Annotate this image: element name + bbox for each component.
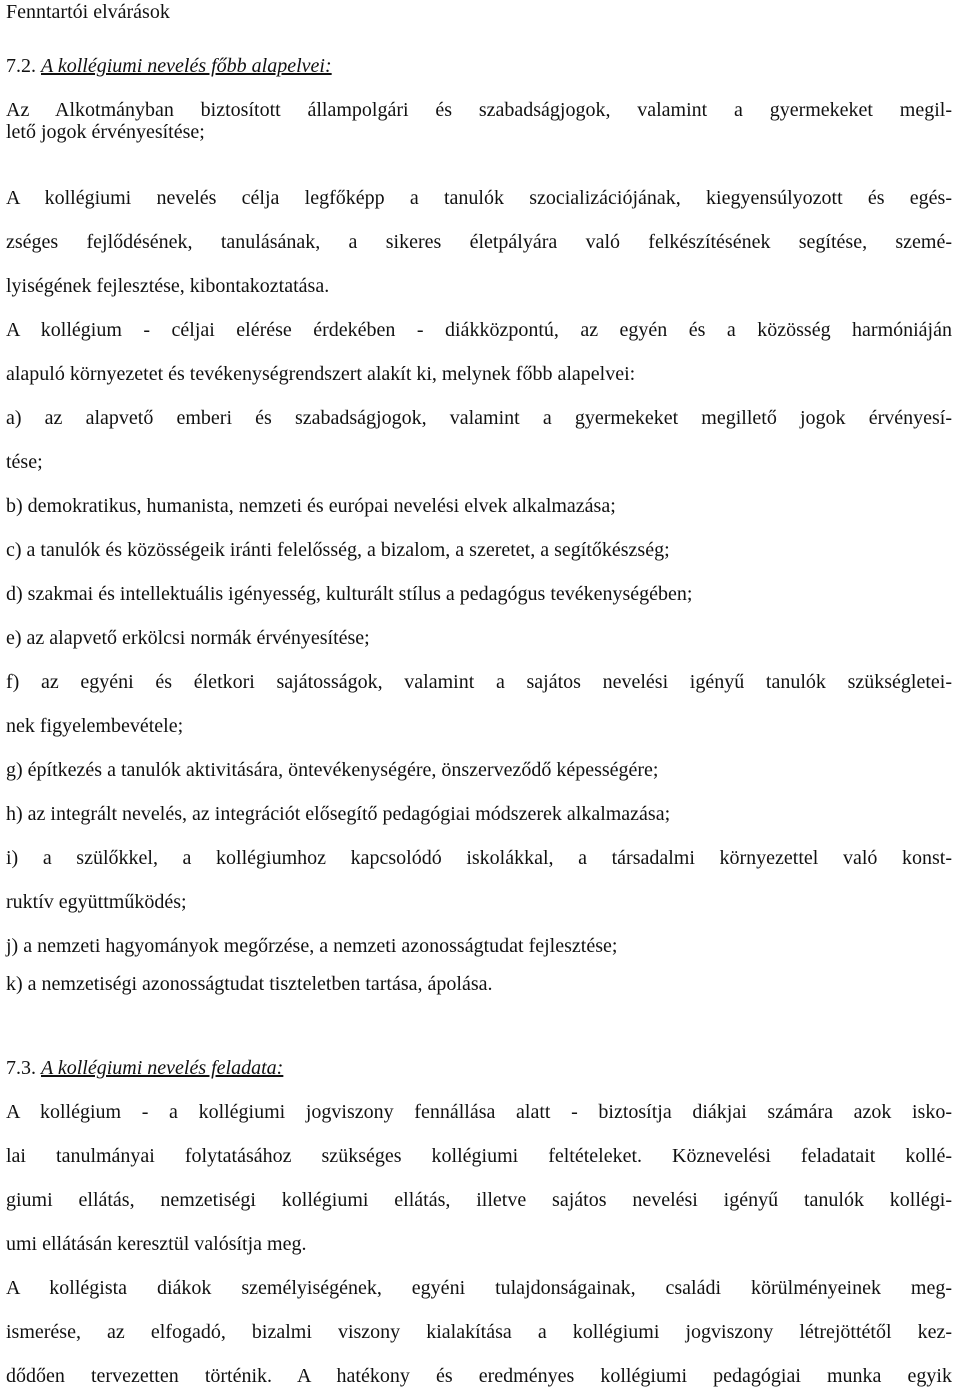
text-line: giumi ellátás, nemzetiségi kollégiumi ellátás, illetve sajátos nevelési igényű tanulók kollégi- <box>6 1189 952 1211</box>
text-line: A kollégium - céljai elérése érdekében - diákközpontú, az egyén és a közösség harmóniáján <box>6 319 952 341</box>
text-line: a) az alapvető emberi és szabadságjogok, valamint a gyermekeket megillető jogok érvényesí- <box>6 407 952 429</box>
text-line: lyiségének fejlesztése, kibontakoztatása. <box>6 275 330 297</box>
text-line: A kollégista diákok személyiségének, egyéni tulajdonságainak, családi körülményeinek meg- <box>6 1277 952 1299</box>
text-line: b) demokratikus, humanista, nemzeti és európai nevelési elvek alkalmazása; <box>6 495 616 517</box>
text-line: dődően tervezetten történik. A hatékony és eredményes kollégiumi pedagógiai munka egyik <box>6 1365 952 1387</box>
text-line: zséges fejlődésének, tanulásának, a sikeres életpályára való felkészítésének segítése, szemé- <box>6 231 952 253</box>
text-line: d) szakmai és intellektuális igényesség, kulturált stílus a pedagógus tevékenységében; <box>6 583 693 605</box>
section-number: 7.2. <box>6 55 36 77</box>
text-line: alapuló környezetet és tevékenységrendszert alakít ki, melynek főbb alapelvei: <box>6 363 636 385</box>
text-line: f) az egyéni és életkori sajátosságok, valamint a sajátos nevelési igényű tanulók szükségletei- <box>6 671 952 693</box>
text-line: umi ellátásán keresztül valósítja meg. <box>6 1233 307 1255</box>
section-number: 7.3. <box>6 1057 36 1079</box>
text-line: h) az integrált nevelés, az integrációt elősegítő pedagógiai módszerek alkalmazása; <box>6 803 671 825</box>
section-7-3-heading <box>6 1057 960 1079</box>
section-7-2-heading <box>6 55 960 77</box>
text-line: tése; <box>6 451 43 473</box>
section-title: A kollégiumi nevelés főbb alapelvei: <box>41 55 332 77</box>
text-line: lai tanulmányai folytatásához szükséges kollégiumi feltételeket. Köznevelési feladatait kollé- <box>6 1145 952 1167</box>
text-line: A kollégiumi nevelés célja legfőképp a tanulók szocializációjának, kiegyensúlyozott és egés- <box>6 187 952 209</box>
text-line: ismerése, az elfogadó, bizalmi viszony kialakítása a kollégiumi jogviszony létrejöttétől kez- <box>6 1321 952 1343</box>
text-line: e) az alapvető erkölcsi normák érvényesítése; <box>6 627 370 649</box>
text-line: lető jogok érvényesítése; <box>6 121 205 143</box>
text-line: k) a nemzetiségi azonosságtudat tiszteletben tartása, ápolása. <box>6 973 493 995</box>
text-line: ruktív együttműködés; <box>6 891 187 913</box>
text-line: Az Alkotmányban biztosított állampolgári és szabadságjogok, valamint a gyermekeket megil- <box>6 99 952 121</box>
text-line: c) a tanulók és közösségeik iránti felelősség, a bizalom, a szeretet, a segítőkészség; <box>6 539 670 561</box>
section-title: A kollégiumi nevelés feladata: <box>41 1057 284 1079</box>
page-header: Fenntartói elvárások <box>6 1 170 23</box>
text-line: i) a szülőkkel, a kollégiumhoz kapcsolódó iskolákkal, a társadalmi környezettel való konst- <box>6 847 952 869</box>
text-line: A kollégium - a kollégiumi jogviszony fennállása alatt - biztosítja diákjai számára azok isko- <box>6 1101 952 1123</box>
text-line: j) a nemzeti hagyományok megőrzése, a nemzeti azonosságtudat fejlesztése; <box>6 935 618 957</box>
text-line: nek figyelembevétele; <box>6 715 184 737</box>
text-line: g) építkezés a tanulók aktivitására, öntevékenységére, önszerveződő képességére; <box>6 759 659 781</box>
